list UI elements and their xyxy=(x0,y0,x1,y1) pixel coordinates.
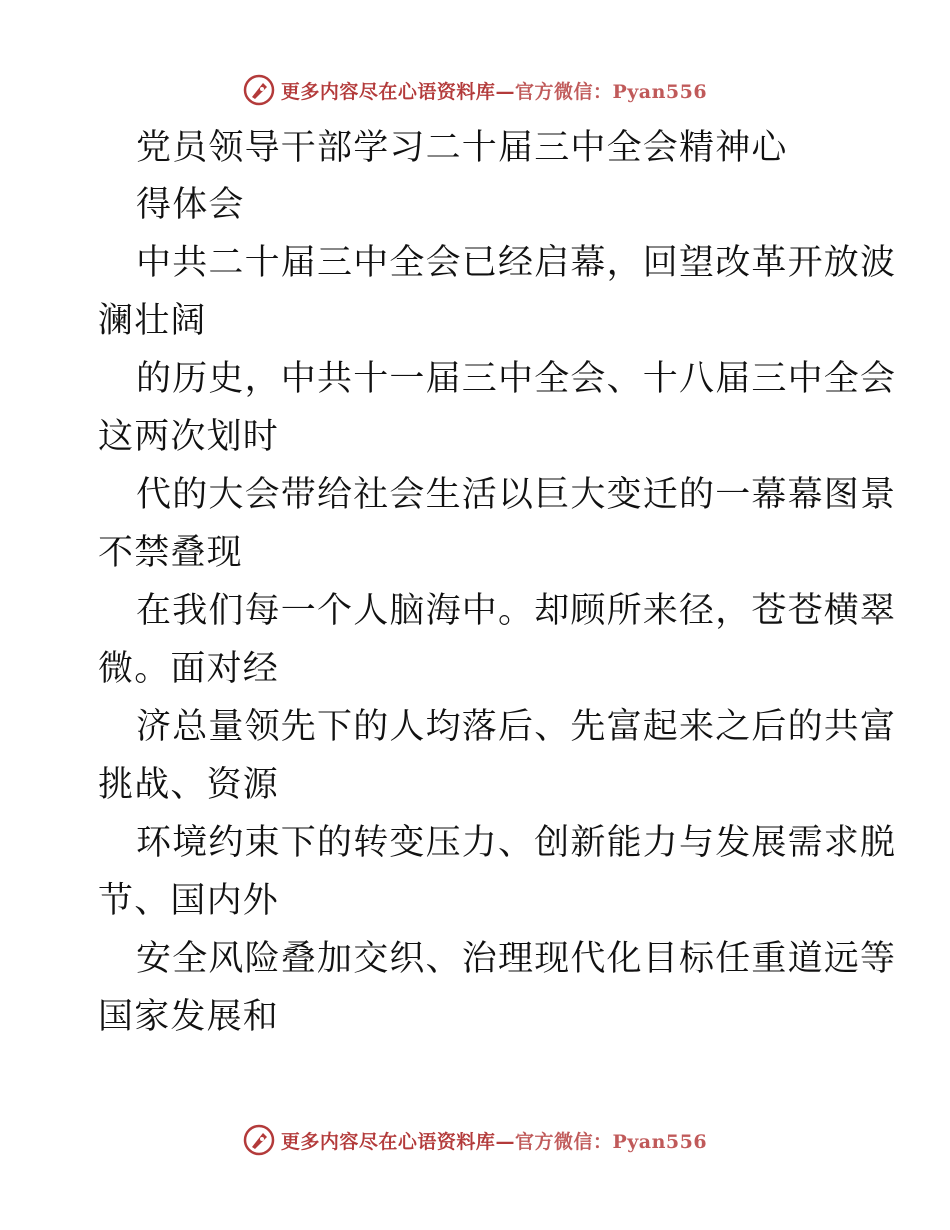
paragraph-line: 济总量领先下的人均落后、先富起来之后的共富 xyxy=(136,707,897,747)
banner-wechat-account: Pyan556 xyxy=(612,80,708,103)
paragraph-line: 节、国内外 xyxy=(98,881,280,921)
banner-site-name: 更多内容尽在心语资料库 xyxy=(280,1130,496,1153)
title-line-2: 得体会 xyxy=(136,185,245,225)
paragraph-line: 环境约束下的转变压力、创新能力与发展需求脱 xyxy=(136,823,897,863)
banner-wechat-account: Pyan556 xyxy=(612,1130,708,1153)
paragraph-line: 国家发展和 xyxy=(98,997,280,1037)
pen-nib-logo-icon xyxy=(243,1124,275,1156)
paragraph-line: 中共二十届三中全会已经启幕，回望改革开放波 xyxy=(136,243,897,283)
paragraph-line: 在我们每一个人脑海中。却顾所来径，苍苍横翠 xyxy=(136,591,897,631)
banner-text xyxy=(281,1127,707,1154)
title-line-1: 党员领导干部学习二十届三中全会精神心 xyxy=(136,128,788,168)
footer-banner xyxy=(0,1120,950,1160)
pen-nib-logo-icon xyxy=(243,74,275,106)
paragraph-line: 不禁叠现 xyxy=(98,533,243,573)
paragraph-line: 挑战、资源 xyxy=(98,765,280,805)
header-banner xyxy=(0,70,950,110)
paragraph-line: 代的大会带给社会生活以巨大变迁的一幕幕图景 xyxy=(136,475,897,515)
banner-text xyxy=(281,77,707,104)
banner-wechat-label: 官方微信： xyxy=(514,80,613,103)
banner-dash: — xyxy=(495,1130,515,1153)
banner-dash: — xyxy=(495,80,515,103)
paragraph-line: 澜壮阔 xyxy=(98,301,207,341)
banner-site-name: 更多内容尽在心语资料库 xyxy=(280,80,496,103)
paragraph-line: 的历史，中共十一届三中全会、十八届三中全会 xyxy=(136,359,897,399)
paragraph-line: 安全风险叠加交织、治理现代化目标任重道远等 xyxy=(136,939,897,979)
paragraph-line: 微。面对经 xyxy=(98,649,280,689)
paragraph-line: 这两次划时 xyxy=(98,417,280,457)
banner-wechat-label: 官方微信： xyxy=(514,1130,613,1153)
